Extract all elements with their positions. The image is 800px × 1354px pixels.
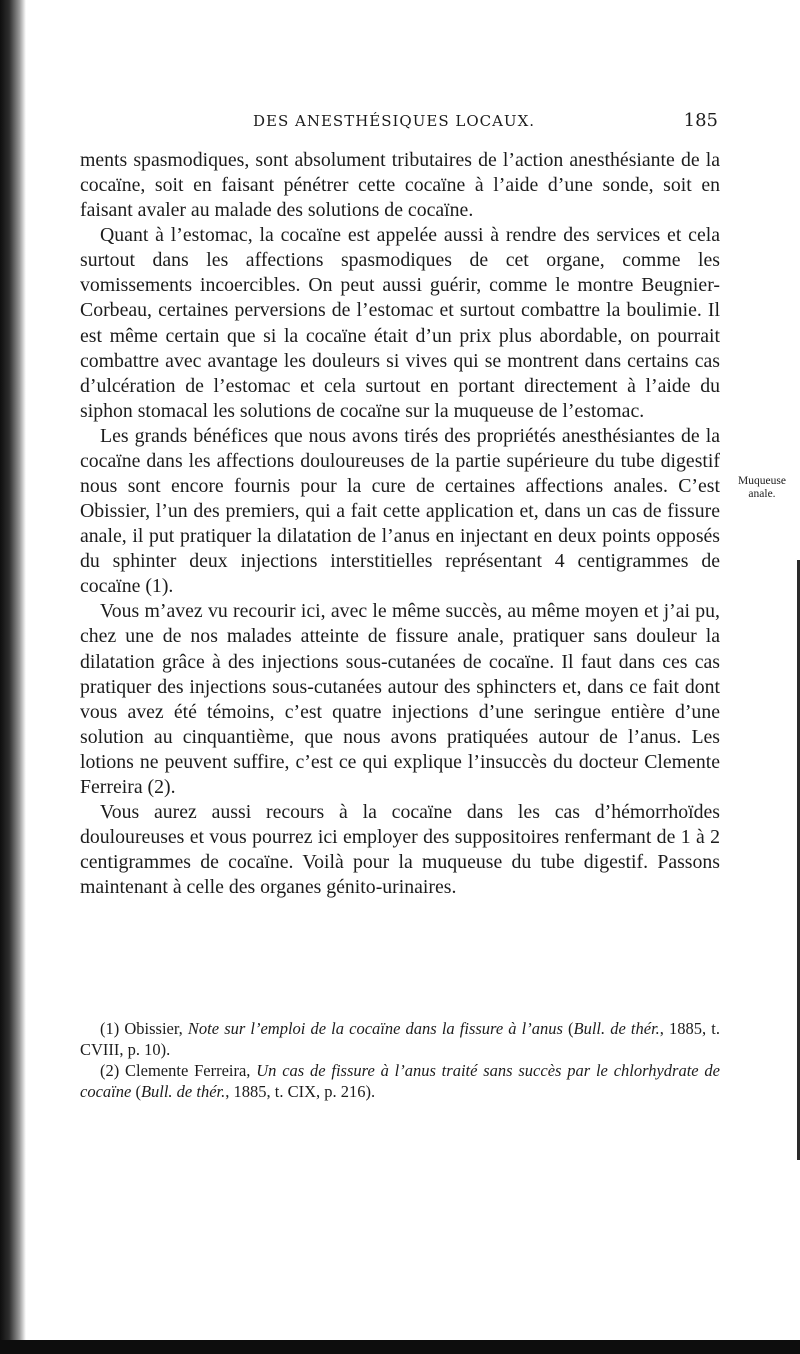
footnote-title: Un cas de fissure à l’anus traité sans succès par le chlorhydrate de cocaïne: [80, 1061, 720, 1101]
paragraph: Vous aurez aussi recours à la cocaïne dans les cas d’hémorrhoïdes douloureuses et vous pourrez ici employer des suppositoires renfermant de 1 à 2 centigrammes de cocaïne. Voilà pour la muqueuse du tube digestif. Passons maintenant à celle des organes génito-urinaires.: [80, 801, 720, 899]
footnote-suffix: , 1885, t. CIX, p. 216).: [225, 1082, 376, 1101]
paragraph: ments spasmodiques, sont absolument tributaires de l’action anesthésiante de la cocaïne, soit en faisant pénétrer cette cocaïne à l’aide d’une sonde, soit en faisant avaler au malade des solutions de cocaïne.: [80, 149, 720, 222]
footnote-mid: (: [562, 1019, 574, 1038]
running-title: DES ANESTHÉSIQUES LOCAUX.: [252, 112, 536, 130]
paragraph: Vous m’avez vu recourir ici, avec le même succès, au même moyen et j’ai pu, chez une de nos malades atteinte de fissure anale, pratiquer sans douleur la dilatation grâce à des injections sous-cutanées de cocaïne. Il faut dans ces cas pratiquer des injections sous-cutanées autour des sphincters et, dans ce fait dont vous avez été témoins, c’est quatre injections d’une seringue entière d’une solution au cinquantième, que nous avons pratiquées autour de l’anus. Les lotions ne peuvent suffire, c’est ce qui explique l’insuccès du docteur Clemente Ferreira (2).: [80, 600, 720, 798]
page-binding-shadow: [0, 0, 26, 1354]
footnotes: [80, 1018, 720, 1102]
footnote-journal: Bull. de thér.: [573, 1019, 660, 1038]
footnote-mid: (: [131, 1082, 141, 1101]
body-text: [80, 148, 720, 900]
page-header: [70, 112, 718, 136]
footnote-prefix: (2) Clemente Ferreira,: [100, 1061, 257, 1080]
margin-note: [729, 475, 795, 501]
page-bottom-edge: [0, 1340, 800, 1354]
footnote-prefix: (1) Obissier,: [100, 1019, 188, 1038]
footnote: [80, 1060, 720, 1102]
margin-note-line: anale.: [748, 488, 776, 500]
footnote-title: Note sur l’emploi de la cocaïne dans la fissure à l’anus: [187, 1019, 563, 1038]
page-number: 185: [683, 110, 718, 131]
footnote-journal: Bull. de thér.: [140, 1082, 226, 1101]
margin-note-line: Muqueuse: [738, 475, 786, 487]
footnote: [80, 1018, 720, 1060]
paragraph: Quant à l’estomac, la cocaïne est appelée aussi à rendre des services et cela surtout dans les affections spasmodiques de cet organe, comme les vomissements incoercibles. On peut aussi guérir, comme le montre Beugnier-Corbeau, certaines perversions de l’estomac et surtout combattre la boulimie. Il est même certain que si la cocaïne était d’un prix plus abordable, on pourrait combattre avec avantage les douleurs si vives qui se montrent dans certains cas d’ulcération de l’estomac et cela surtout en portant directement à l’aide du siphon stomacal les solutions de cocaïne sur la muqueuse de l’estomac.: [80, 224, 720, 422]
paragraph: Les grands bénéfices que nous avons tirés des propriétés anesthésiantes de la cocaïne dans les affections douloureuses de la partie supérieure du tube digestif nous sont encore fournis pour la cure de certaines affections anales. C’est Obissier, l’un des premiers, qui a fait cette application et, dans un cas de fissure anale, il put pratiquer la dilatation de l’anus en injectant en deux points opposés du sphinter deux injections interstitielles représentant 4 centigrammes de cocaïne (1).: [80, 424, 720, 598]
footnote-suffix: , 1885, t. CVIII, p. 10).: [80, 1019, 720, 1059]
